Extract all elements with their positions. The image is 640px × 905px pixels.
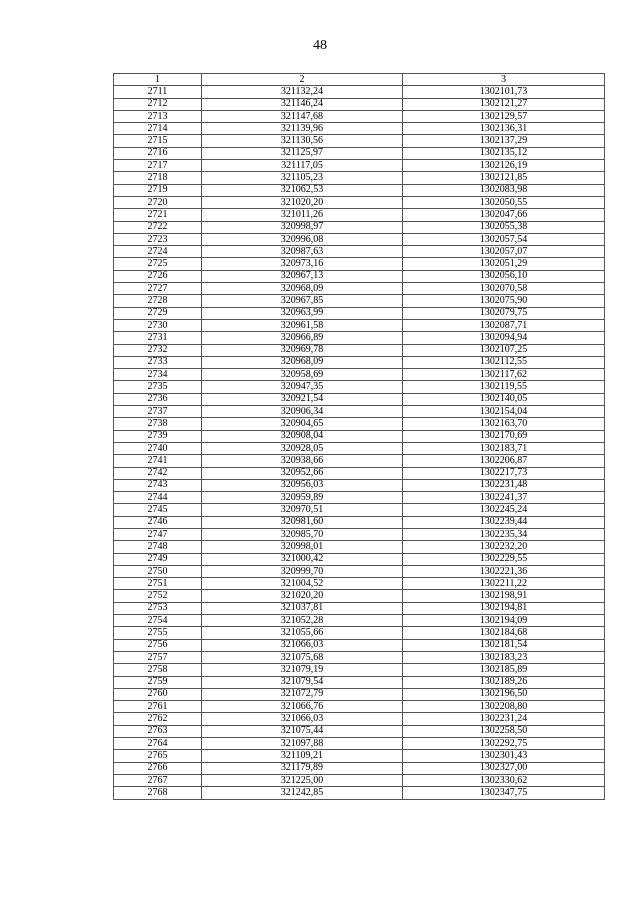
x-coordinate-cell: 321117,05	[202, 160, 403, 172]
y-coordinate-cell: 1302107,25	[403, 344, 605, 356]
point-number-cell: 2753	[114, 602, 202, 614]
point-number-cell: 2752	[114, 590, 202, 602]
x-coordinate-cell: 321066,76	[202, 701, 403, 713]
point-number-cell: 2712	[114, 98, 202, 110]
y-coordinate-cell: 1302135,12	[403, 147, 605, 159]
table-row	[114, 492, 605, 504]
x-coordinate-cell: 321066,03	[202, 713, 403, 725]
x-coordinate-cell: 321075,44	[202, 725, 403, 737]
table-row	[114, 565, 605, 577]
y-coordinate-cell: 1302241,37	[403, 492, 605, 504]
y-coordinate-cell: 1302137,29	[403, 135, 605, 147]
point-number-cell: 2718	[114, 172, 202, 184]
point-number-cell: 2758	[114, 664, 202, 676]
x-coordinate-cell: 321146,24	[202, 98, 403, 110]
point-number-cell: 2719	[114, 184, 202, 196]
table-row	[114, 356, 605, 368]
x-coordinate-cell: 321075,68	[202, 651, 403, 663]
point-number-cell: 2739	[114, 430, 202, 442]
x-coordinate-cell: 320956,03	[202, 479, 403, 491]
table-row	[114, 295, 605, 307]
point-number-cell: 2728	[114, 295, 202, 307]
point-number-cell: 2757	[114, 651, 202, 663]
table-row	[114, 344, 605, 356]
point-number-cell: 2724	[114, 246, 202, 258]
point-number-cell: 2760	[114, 688, 202, 700]
table-row	[114, 541, 605, 553]
coordinates-table-body	[114, 74, 605, 800]
table-row	[114, 233, 605, 245]
table-row	[114, 602, 605, 614]
point-number-cell: 2751	[114, 578, 202, 590]
table-row	[114, 209, 605, 221]
table-row	[114, 479, 605, 491]
y-coordinate-cell: 1302070,58	[403, 283, 605, 295]
x-coordinate-cell: 321125,97	[202, 147, 403, 159]
table-row	[114, 442, 605, 454]
point-number-cell: 2749	[114, 553, 202, 565]
point-number-cell: 2714	[114, 123, 202, 135]
y-coordinate-cell: 1302231,24	[403, 713, 605, 725]
y-coordinate-cell: 1302194,09	[403, 615, 605, 627]
y-coordinate-cell: 1302258,50	[403, 725, 605, 737]
y-coordinate-cell: 1302051,29	[403, 258, 605, 270]
y-coordinate-cell: 1302140,05	[403, 393, 605, 405]
point-number-cell: 2731	[114, 332, 202, 344]
y-coordinate-cell: 1302229,55	[403, 553, 605, 565]
point-number-cell: 2740	[114, 442, 202, 454]
point-number-cell: 2735	[114, 381, 202, 393]
x-coordinate-cell: 321079,54	[202, 676, 403, 688]
point-number-cell: 2743	[114, 479, 202, 491]
y-coordinate-cell: 1302196,50	[403, 688, 605, 700]
x-coordinate-cell: 321011,26	[202, 209, 403, 221]
table-row	[114, 307, 605, 319]
table-row	[114, 270, 605, 282]
table-row	[114, 258, 605, 270]
table-row	[114, 98, 605, 110]
x-coordinate-cell: 320999,70	[202, 565, 403, 577]
y-coordinate-cell: 1302163,70	[403, 418, 605, 430]
table-row	[114, 160, 605, 172]
table-row	[114, 627, 605, 639]
point-number-cell: 2767	[114, 774, 202, 786]
point-number-cell: 2738	[114, 418, 202, 430]
point-number-cell: 2750	[114, 565, 202, 577]
y-coordinate-cell: 1302185,89	[403, 664, 605, 676]
x-coordinate-cell: 320967,85	[202, 295, 403, 307]
y-coordinate-cell: 1302239,44	[403, 516, 605, 528]
point-number-cell: 2755	[114, 627, 202, 639]
x-coordinate-cell: 320963,99	[202, 307, 403, 319]
table-row	[114, 393, 605, 405]
x-coordinate-cell: 320967,13	[202, 270, 403, 282]
y-coordinate-cell: 1302057,07	[403, 246, 605, 258]
y-coordinate-cell: 1302087,71	[403, 319, 605, 331]
x-coordinate-cell: 320998,97	[202, 221, 403, 233]
point-number-cell: 2713	[114, 110, 202, 122]
y-coordinate-cell: 1302136,31	[403, 123, 605, 135]
x-coordinate-cell: 321020,20	[202, 590, 403, 602]
table-row	[114, 221, 605, 233]
point-number-cell: 2762	[114, 713, 202, 725]
point-number-cell: 2733	[114, 356, 202, 368]
point-number-cell: 2747	[114, 528, 202, 540]
table-row	[114, 172, 605, 184]
x-coordinate-cell: 320959,89	[202, 492, 403, 504]
table-row	[114, 319, 605, 331]
x-coordinate-cell: 321139,96	[202, 123, 403, 135]
x-coordinate-cell: 321072,79	[202, 688, 403, 700]
x-coordinate-cell: 320904,65	[202, 418, 403, 430]
point-number-cell: 2761	[114, 701, 202, 713]
x-coordinate-cell: 320958,69	[202, 369, 403, 381]
table-row	[114, 615, 605, 627]
table-row	[114, 332, 605, 344]
x-coordinate-cell: 321147,68	[202, 110, 403, 122]
table-row	[114, 246, 605, 258]
table-row	[114, 676, 605, 688]
column-header-y-coordinate: 3	[403, 74, 605, 86]
x-coordinate-cell: 320968,09	[202, 356, 403, 368]
table-row	[114, 406, 605, 418]
table-row	[114, 516, 605, 528]
point-number-cell: 2746	[114, 516, 202, 528]
x-coordinate-cell: 321062,53	[202, 184, 403, 196]
point-number-cell: 2763	[114, 725, 202, 737]
x-coordinate-cell: 321020,20	[202, 196, 403, 208]
table-row	[114, 110, 605, 122]
x-coordinate-cell: 320966,89	[202, 332, 403, 344]
table-row	[114, 184, 605, 196]
x-coordinate-cell: 321097,88	[202, 738, 403, 750]
y-coordinate-cell: 1302075,90	[403, 295, 605, 307]
x-coordinate-cell: 321066,03	[202, 639, 403, 651]
point-number-cell: 2732	[114, 344, 202, 356]
y-coordinate-cell: 1302198,91	[403, 590, 605, 602]
y-coordinate-cell: 1302347,75	[403, 787, 605, 799]
table-row	[114, 504, 605, 516]
table-header-row	[114, 74, 605, 86]
table-row	[114, 196, 605, 208]
column-header-point-number: 1	[114, 74, 202, 86]
table-row	[114, 553, 605, 565]
table-row	[114, 467, 605, 479]
y-coordinate-cell: 1302183,71	[403, 442, 605, 454]
table-row	[114, 787, 605, 799]
x-coordinate-cell: 321132,24	[202, 86, 403, 98]
x-coordinate-cell: 321242,85	[202, 787, 403, 799]
point-number-cell: 2729	[114, 307, 202, 319]
column-header-x-coordinate: 2	[202, 74, 403, 86]
table-row	[114, 725, 605, 737]
x-coordinate-cell: 321109,21	[202, 750, 403, 762]
x-coordinate-cell: 321055,66	[202, 627, 403, 639]
table-row	[114, 528, 605, 540]
x-coordinate-cell: 321052,28	[202, 615, 403, 627]
y-coordinate-cell: 1302327,00	[403, 762, 605, 774]
x-coordinate-cell: 321079,19	[202, 664, 403, 676]
table-row	[114, 762, 605, 774]
table-row	[114, 651, 605, 663]
y-coordinate-cell: 1302194,81	[403, 602, 605, 614]
point-number-cell: 2717	[114, 160, 202, 172]
point-number-cell: 2725	[114, 258, 202, 270]
point-number-cell: 2748	[114, 541, 202, 553]
x-coordinate-cell: 320981,60	[202, 516, 403, 528]
page-number: 48	[313, 38, 327, 53]
x-coordinate-cell: 320906,34	[202, 406, 403, 418]
table-row	[114, 664, 605, 676]
x-coordinate-cell: 320987,63	[202, 246, 403, 258]
point-number-cell: 2734	[114, 369, 202, 381]
y-coordinate-cell: 1302183,23	[403, 651, 605, 663]
table-row	[114, 774, 605, 786]
x-coordinate-cell: 320996,08	[202, 233, 403, 245]
x-coordinate-cell: 320968,09	[202, 283, 403, 295]
x-coordinate-cell: 321004,52	[202, 578, 403, 590]
y-coordinate-cell: 1302206,87	[403, 455, 605, 467]
point-number-cell: 2716	[114, 147, 202, 159]
table-row	[114, 455, 605, 467]
x-coordinate-cell: 320970,51	[202, 504, 403, 516]
point-number-cell: 2764	[114, 738, 202, 750]
x-coordinate-cell: 320969,78	[202, 344, 403, 356]
y-coordinate-cell: 1302235,34	[403, 528, 605, 540]
point-number-cell: 2745	[114, 504, 202, 516]
x-coordinate-cell: 321000,42	[202, 553, 403, 565]
point-number-cell: 2759	[114, 676, 202, 688]
y-coordinate-cell: 1302301,43	[403, 750, 605, 762]
point-number-cell: 2768	[114, 787, 202, 799]
y-coordinate-cell: 1302154,04	[403, 406, 605, 418]
table-row	[114, 147, 605, 159]
y-coordinate-cell: 1302094,94	[403, 332, 605, 344]
table-row	[114, 369, 605, 381]
coordinates-table	[113, 73, 605, 800]
x-coordinate-cell: 321105,23	[202, 172, 403, 184]
point-number-cell: 2766	[114, 762, 202, 774]
y-coordinate-cell: 1302330,62	[403, 774, 605, 786]
table-row	[114, 701, 605, 713]
point-number-cell: 2736	[114, 393, 202, 405]
point-number-cell: 2754	[114, 615, 202, 627]
point-number-cell: 2722	[114, 221, 202, 233]
y-coordinate-cell: 1302047,66	[403, 209, 605, 221]
point-number-cell: 2744	[114, 492, 202, 504]
point-number-cell: 2737	[114, 406, 202, 418]
y-coordinate-cell: 1302129,57	[403, 110, 605, 122]
y-coordinate-cell: 1302101,73	[403, 86, 605, 98]
point-number-cell: 2742	[114, 467, 202, 479]
y-coordinate-cell: 1302231,48	[403, 479, 605, 491]
y-coordinate-cell: 1302189,26	[403, 676, 605, 688]
point-number-cell: 2723	[114, 233, 202, 245]
point-number-cell: 2741	[114, 455, 202, 467]
table-row	[114, 578, 605, 590]
y-coordinate-cell: 1302245,24	[403, 504, 605, 516]
x-coordinate-cell: 320998,01	[202, 541, 403, 553]
table-row	[114, 750, 605, 762]
table-row	[114, 688, 605, 700]
y-coordinate-cell: 1302057,54	[403, 233, 605, 245]
y-coordinate-cell: 1302050,55	[403, 196, 605, 208]
y-coordinate-cell: 1302208,80	[403, 701, 605, 713]
y-coordinate-cell: 1302211,22	[403, 578, 605, 590]
table-row	[114, 86, 605, 98]
y-coordinate-cell: 1302221,36	[403, 565, 605, 577]
y-coordinate-cell: 1302055,38	[403, 221, 605, 233]
table-row	[114, 590, 605, 602]
x-coordinate-cell: 321130,56	[202, 135, 403, 147]
x-coordinate-cell: 320947,35	[202, 381, 403, 393]
x-coordinate-cell: 321179,89	[202, 762, 403, 774]
y-coordinate-cell: 1302083,98	[403, 184, 605, 196]
table-row	[114, 283, 605, 295]
y-coordinate-cell: 1302121,27	[403, 98, 605, 110]
y-coordinate-cell: 1302292,75	[403, 738, 605, 750]
point-number-cell: 2726	[114, 270, 202, 282]
x-coordinate-cell: 321037,81	[202, 602, 403, 614]
y-coordinate-cell: 1302117,62	[403, 369, 605, 381]
point-number-cell: 2730	[114, 319, 202, 331]
y-coordinate-cell: 1302119,55	[403, 381, 605, 393]
x-coordinate-cell: 320928,05	[202, 442, 403, 454]
x-coordinate-cell: 320908,04	[202, 430, 403, 442]
table-row	[114, 418, 605, 430]
point-number-cell: 2715	[114, 135, 202, 147]
table-row	[114, 123, 605, 135]
table-row	[114, 135, 605, 147]
y-coordinate-cell: 1302184,68	[403, 627, 605, 639]
y-coordinate-cell: 1302232,20	[403, 541, 605, 553]
y-coordinate-cell: 1302056,10	[403, 270, 605, 282]
table-row	[114, 430, 605, 442]
y-coordinate-cell: 1302121,85	[403, 172, 605, 184]
y-coordinate-cell: 1302181,54	[403, 639, 605, 651]
y-coordinate-cell: 1302112,55	[403, 356, 605, 368]
table-row	[114, 639, 605, 651]
point-number-cell: 2711	[114, 86, 202, 98]
x-coordinate-cell: 320952,66	[202, 467, 403, 479]
y-coordinate-cell: 1302217,73	[403, 467, 605, 479]
x-coordinate-cell: 321225,00	[202, 774, 403, 786]
x-coordinate-cell: 320961,58	[202, 319, 403, 331]
y-coordinate-cell: 1302079,75	[403, 307, 605, 319]
x-coordinate-cell: 320938,66	[202, 455, 403, 467]
point-number-cell: 2727	[114, 283, 202, 295]
point-number-cell: 2720	[114, 196, 202, 208]
x-coordinate-cell: 320973,16	[202, 258, 403, 270]
point-number-cell: 2721	[114, 209, 202, 221]
table-row	[114, 381, 605, 393]
point-number-cell: 2756	[114, 639, 202, 651]
x-coordinate-cell: 320985,70	[202, 528, 403, 540]
point-number-cell: 2765	[114, 750, 202, 762]
y-coordinate-cell: 1302170,69	[403, 430, 605, 442]
table-row	[114, 738, 605, 750]
x-coordinate-cell: 320921,54	[202, 393, 403, 405]
y-coordinate-cell: 1302126,19	[403, 160, 605, 172]
table-row	[114, 713, 605, 725]
